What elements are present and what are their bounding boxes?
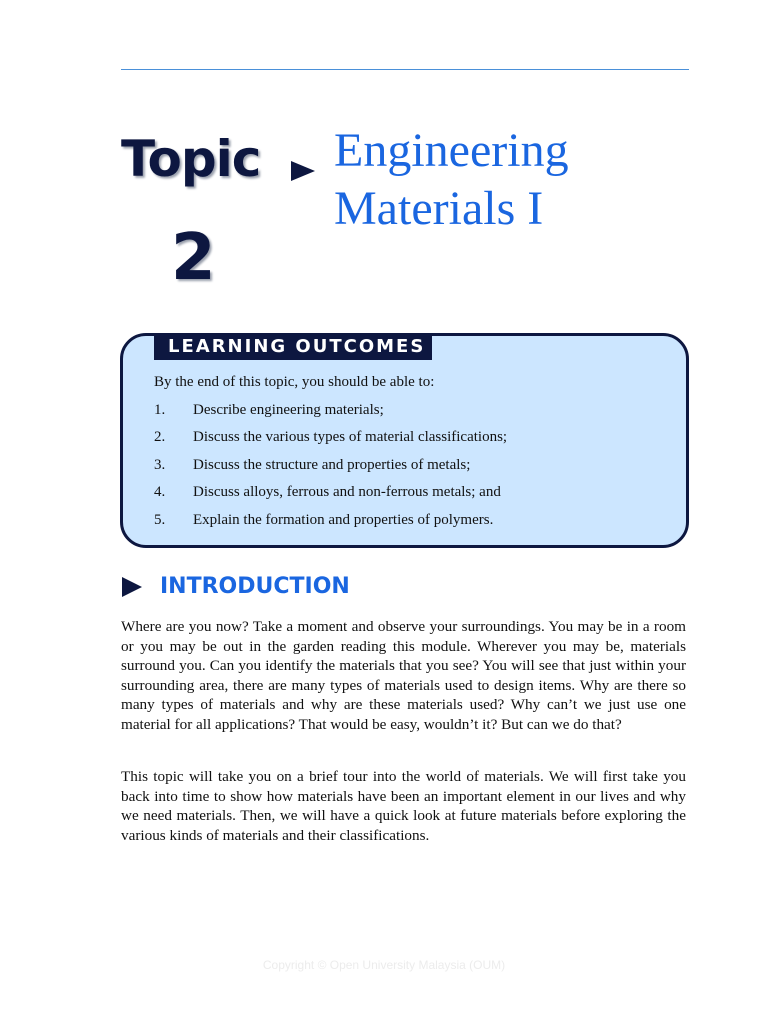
introduction-paragraph-2: This topic will take you on a brief tour into the world of materials. We will first take you back into time to show how materials have been an important element in our lives and why we need materials. Then, we will have a quick look at future materials before exploring the various kinds of materials and their classifications. <box>121 768 686 844</box>
learning-outcome-text: Describe engineering materials; <box>193 402 384 418</box>
learning-outcome-text: Discuss the various types of material classifications; <box>193 429 508 445</box>
introduction-paragraph-1: Where are you now? Take a moment and observe your surroundings. You may be in a room or you may be out in the garden reading this module. Wherever you may be, materials surround you. Can you identify the materials that you see? You will see that just within your surrounding area, there are many types of materials used to design items. Why are there so many types of materials and why are these materials used? Why can’t we just use one material for all applications? That would be easy, wouldn’t it? But can we do that? <box>121 618 686 733</box>
learning-outcome-item <box>154 427 507 447</box>
learning-outcome-number: 4. <box>154 484 166 500</box>
copyright-notice: Copyright © Open University Malaysia (OUM) <box>262 958 506 972</box>
learning-outcomes-heading: LEARNING OUTCOMES <box>154 334 432 360</box>
arrow-right-icon <box>291 161 315 181</box>
topic-title <box>334 122 674 238</box>
learning-outcome-text: Explain the formation and properties of polymers. <box>193 512 494 528</box>
top-rule <box>121 69 689 70</box>
learning-outcome-number: 2. <box>154 429 166 445</box>
topic-number: 2 <box>171 221 216 295</box>
learning-outcome-item <box>154 455 470 475</box>
learning-outcome-text: Discuss alloys, ferrous and non-ferrous metals; and <box>193 484 501 500</box>
learning-outcome-number: 1. <box>154 402 166 418</box>
topic-label: Topic <box>121 130 261 188</box>
learning-outcome-item <box>154 400 384 420</box>
topic-title-line-2: Materials I <box>334 182 544 235</box>
learning-outcome-number: 5. <box>154 512 166 528</box>
topic-title-line-1: Engineering <box>334 124 569 177</box>
learning-outcome-number: 3. <box>154 457 166 473</box>
learning-outcome-text: Discuss the structure and properties of metals; <box>193 457 471 473</box>
introduction-heading: INTRODUCTION <box>160 574 350 599</box>
learning-outcomes-intro: By the end of this topic, you should be able to: <box>154 374 435 390</box>
arrow-right-icon <box>122 577 142 597</box>
learning-outcome-item <box>154 482 501 502</box>
learning-outcome-item <box>154 510 493 530</box>
